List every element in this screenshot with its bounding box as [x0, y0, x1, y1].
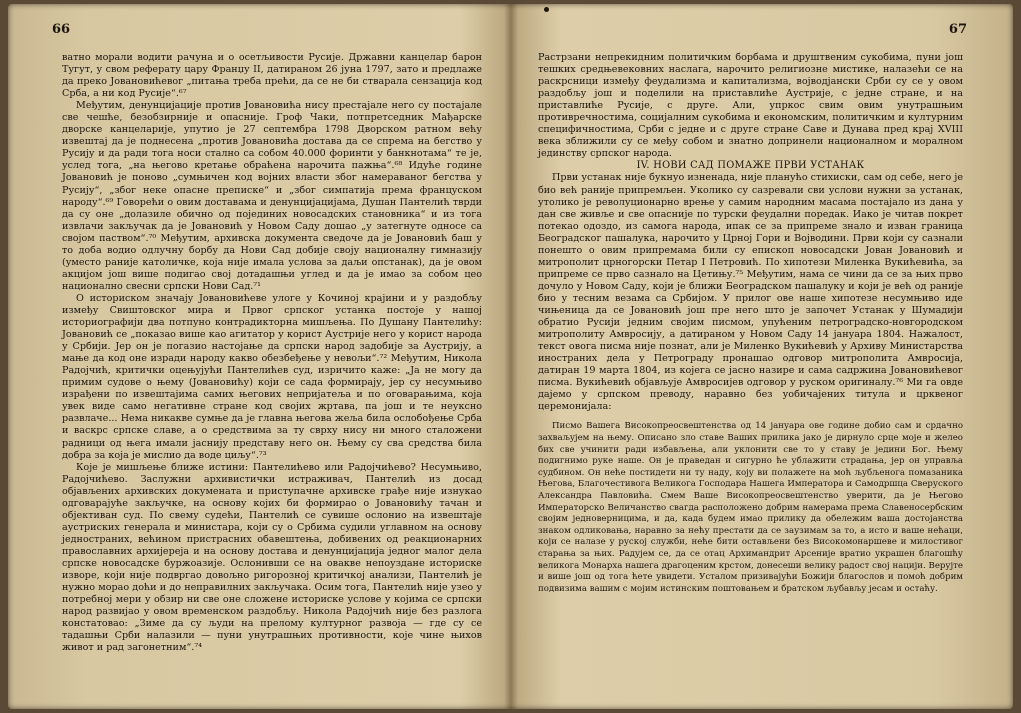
page-mark — [544, 7, 549, 12]
right-page-text — [538, 52, 963, 595]
left-page-text — [62, 52, 482, 654]
paragraph: Први устанак није букнуо изненада, није планућо стихиски, сам од себе, него је био већ раније припремљен. Уколико су сазревали сви услови нужни за устанак, утолико је револуционарно врење у самим народним масама постајало из дана у дан све живље и све опасније по турски феудални поредак. Иако је читав покрет потекао одоздо, из самога народа, ипак се за припреме знало и изван граница Београдског пашалука, нарочито у Црној Гори и Војводини. Први који су сазнали понешто о овим припремама били су епископ новосадски Јован Јовановић и митрополит црногорски Петар I Петровић. По хипотези Миленка Вукићевића, за припреме се прво сазнало на Цетињу.⁷⁵ Међутим, нама се чини да се за њих прво дочуло у Новом Саду, који је ближи Београдском пашалуку и који је већ од раније био у тесним везама са Србијом. У прилог ове наше хипотезе несумњиво иде чињеница да се Јовановић још пре него што је започет Устанак у Шумадији обратио Русији једним својим писмом, упућеним петроградско-новгородском митрополиту Амвросију, а датираном у Новом Саду 14 јануара 1804. Нажалост, текст овога писма није познат, али је Миленко Вукићевић у Архиву Министарства иностраних дела у Петрограду пронашао одговор митрополита Амвросија, датиран 19 марта 1804, из којега се јасно назире и сама садржина Јовановићевог писма. Вукићевић објављује Амвросијев одговор у руском оригиналу.⁷⁶ Ми га овде дајемо у српском преводу, наравно без уобичајених титула и црквеног церемонијала: — [538, 172, 963, 413]
paragraph: Међутим, денунцијације против Јовановића нису престајале него су постајале све чешће, безобзирније и опасније. Гроф Чаки, потпретседник Мађарске дворске канцеларије, упутио је 27 септембра 1798 Дворском ратном већу извештај да је поднесена „против Јовановића доставa да се спрема на бегство у Русију и да ради тога носи стално са собом 40.000 форинти у банкнотама“ те је, услед тога, „на његово кретање обраћена нарочита пажња“.⁶⁸ Идуће године Јовановић је поново „сумњичен код војних власти због намераваног бегства у Русију“, „због неке опасне преписке“ и „због симпатија према француском народу“.⁶⁹ Говорећи о овим доставама и денунцијацијама, Душан Пантелић тврди да су оне „долазиле обично од појединих новосадских становника“ и из тога извлачи закључак да је Јовановић у Новом Саду дошао „у затегнуте односе са својом паством“.⁷⁰ Међутим, архивска документа сведоче да је Јовановић баш у то доба водио одлучну борбу да Нови Сад добије своју национaлну гимназију (уместо раније католичке, која није имала услова за даљи опстанак), да је овом акцијом још више подигао свој дотадашњи углед и да је имао за собом цео национално свесни српски Нови Сад.⁷¹ — [62, 100, 482, 292]
paragraph: Које је мишљење ближе истини: Пантелићево или Радојчићево? Несумњиво, Радојчићево. Заслужни архивистички истраживач, Пантелић из досад објављених архивских докумената и приступачне архивске грађе није изнукао одговарајуће закључке, на основу којих би формирао о Јовановићу тачан и објективан суд. По свему судећи, Пантелић се сувише ослонио на извештаје аустриских генерала и министара, који су о Србима судили углавном на основу једностраних, већином пристрасних обавештења, добивених од реакционарних православних архијереја и на основу достава и денунцијација једног малог дела српске новосадске буржоазије. Ослонивши се на овакве непоуздане историске изворе, који није подвргао довољно ригорозној критичкој анализи, Пантелић је нужно морао доћи и до неправилних закључака. Осим тога, Пантелић није узео у потребној мери у обзир ни све оне сложене историске услове у којима се српски народ развијао у овом временском раздобљу. Никола Радојчић није без разлога констатовао: „Зиме да су људи на прелому културног развоја — где су се тадашњи Срби налазили — пуни унутрашњих противности, које чине њихов живот и рад загонетним“.⁷⁴ — [62, 461, 482, 654]
paragraph: Растрзани непрекидним политичким борбама и друштвеним сукобима, пуни још тешких средњевековних наслага, нарочито религиозне мистике, налазећи се на раскрсници између феудализма и капитализма, војводјански Срби су се у овом раздобљу још и поделили на приставлиће Аустрије, с једне стране, и на приставлиће Русије, с друге. Али, упркос свим овим унутрашњим противречностима, социјалним сукобима и економским, политичким и културним специфичностима, Срби с једне и с друге стране Саве и Дунава пред крај XVIII века зближили су се међу собом и знатно допринели националном и моралном јединству српског народа. — [538, 52, 963, 160]
page-number-left: 66 — [52, 22, 71, 37]
book-spread — [8, 4, 1013, 709]
paragraph: ватно морали водити рачуна и о осетљивости Русије. Државни канцелар барон Тугут, у свом реферату цару Франџу II, датираном 26 јуна 1797, зато и предлаже да преко Јовановићевог „питања треба прећи, да се не би стварала сензација код Срба, а ни код Русије“.⁶⁷ — [62, 52, 482, 100]
paragraph: О историском значају Јовановићеве улоге у Кочиној крајини и у раздобљу између Свиштовског мира и Првог српског устанка постоје у нашој историографији два потпуно контрадикторна мишљења. По Душану Пантелићу: Јовановић се „показао више као агитатор у корист Аустрије него у корист народа у Србији. Јер он је погазио настојање да српски народ задобије за Аустрију, а мање да код оне изради народу какво обезбеђење у невољи“.⁷² Међутим, Никола Радојчић, критички оцењујући Пантелићев суд, изричито каже: „Ја не могу да примим судове о њему (Јовановићу) који се сада формирају, јер су несумњиво израђени по извештајима самих његових непријатеља и по оговарањима, која увек виде само негативне стране код својих жртава, па још и те неуксно развлаче... Нема никакве сумње да је главна његова жеља била ослобођење Срба и васкрс српске славе, а о средствима за ту сврху нису ни много сталожени радници од њега имали јаснију представу него он. Њему су сва средства била добра за која је мислио да воде циљу“.⁷³ — [62, 292, 482, 461]
letter-text: Писмо Вашега Високопреосвештенства од 14 јануара ове године добио сам и срдачно захваљујем на њему. Описано зло ставе Ваших прилика јако је дирнуло срце моје и желео бих све учинити ради избављења, али уклонити све то у ставу је једини Бог. Њему подигнимо руке наше. Он је праведан и сигурно ће ублажити страдања, јер он управља судбином. Он неће постидети ни ту наду, коју ви полажете на моћ љубљенога помазаника Његова, Благочестивога Великога Господара Нашега Императора и Самодршца Сверуского Александра Павловића. Смем Ваше Високопреосвештенство уверити, да је Његово Императорско Величанство свагда расположено добрим намерама према Славеносербским својим једноверницима, и да, када будем имао прилику да обележим ваша достојанства знаком одликовања, нарaвно за нећу престати да се заузимам за то, а исто и ваше нећаци, који се налазе у рускoj служби, неће бити остављени без Високомонаршеве и милостивог старања за њих. Радујем се, да се отац Архимандрит Арсеније вратио украшен благошћу великога Монарха нашега драгоценим крстом, донесеши велику радост свој нацији. Верујте и више још од тога ћете увидети. Усталом призивајући Божији благослов и помоћ добрим подвизима вашим с мојим истинским поштовањем и братском љубављу јесам и остаћу. — [538, 421, 963, 594]
page-number-right: 67 — [948, 22, 967, 37]
section-heading: IV. НОВИ САД ПОМАЖЕ ПРВИ УСТАНАК — [636, 160, 865, 172]
quoted-letter — [538, 421, 963, 595]
book-gutter — [504, 4, 518, 709]
